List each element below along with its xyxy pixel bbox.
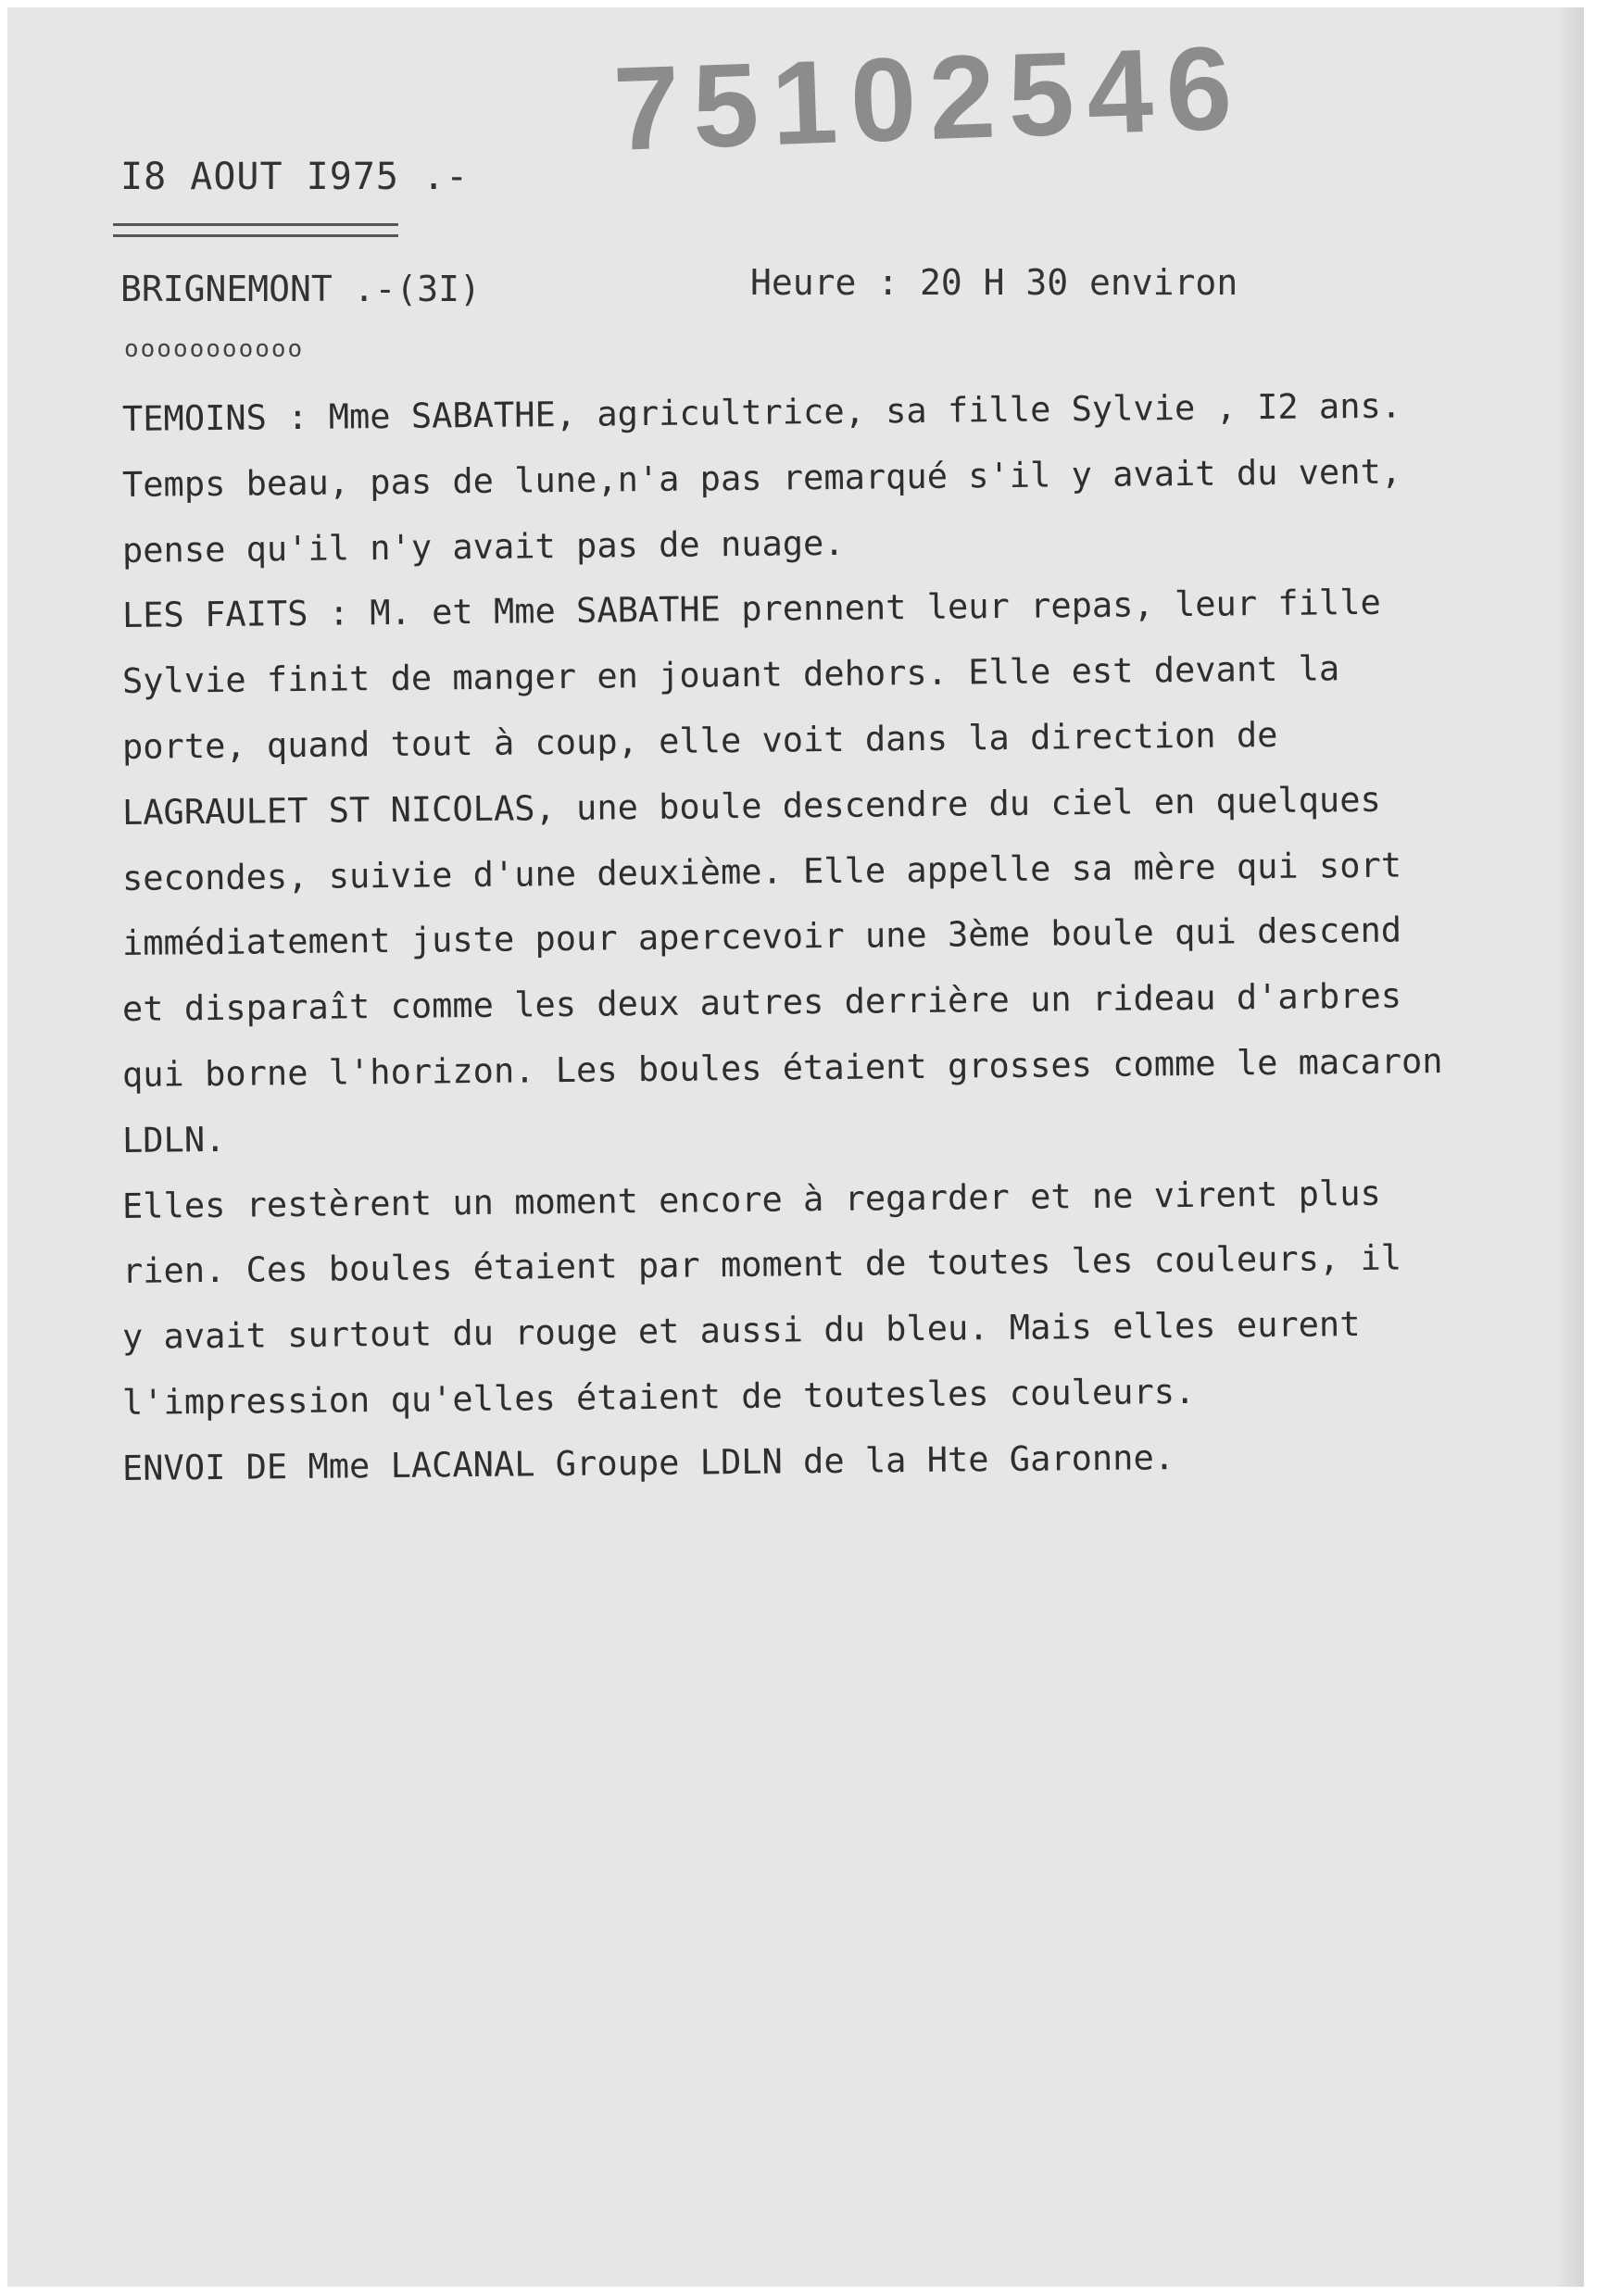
- body-line: rien. Ces boules étaient par moment de toutes les couleurs, il: [121, 1237, 1402, 1292]
- body-line: LDLN.: [121, 1119, 226, 1161]
- body-line: immédiatement juste pour apercevoir une 3ème boule qui descend: [121, 910, 1402, 964]
- report-date: I8 AOUT I975 .-: [120, 156, 470, 198]
- body-line: et disparaît comme les deux autres derrière un rideau d'arbres: [121, 975, 1402, 1030]
- body-line: Elles restèrent un moment encore à regarder et ne virent plus: [121, 1173, 1381, 1226]
- body-line: qui borne l'horizon. Les boules étaient grosses comme le macaron: [121, 1041, 1443, 1095]
- body-line: secondes, suivie d'une deuxième. Elle appelle sa mère qui sort: [121, 845, 1402, 898]
- body-line: LES FAITS : M. et Mme SABATHE prennent leur repas, leur fille: [121, 583, 1381, 636]
- body-line: l'impression qu'elles étaient de toutesles couleurs.: [121, 1371, 1196, 1423]
- body-line: porte, quand tout à coup, elle voit dans la direction de: [121, 714, 1278, 767]
- body-line: TEMOINS : Mme SABATHE, agricultrice, sa fille Sylvie , I2 ans.: [121, 385, 1402, 439]
- body-line: y avait surtout du rouge et aussi du bleu. Mais elles eurent: [121, 1304, 1361, 1358]
- body-line: ENVOI DE Mme LACANAL Groupe LDLN de la Hte Garonne.: [121, 1437, 1175, 1488]
- date-underline: [113, 223, 398, 237]
- report-body: [122, 387, 1567, 1502]
- body-line: Temps beau, pas de lune,n'a pas remarqué s'il y avait du vent,: [121, 451, 1402, 505]
- section-separator: ooooooooooo: [124, 335, 305, 363]
- body-line: Sylvie finit de manger en jouant dehors. Elle est devant la: [121, 648, 1340, 702]
- body-line: pense qu'il n'y avait pas de nuage.: [121, 522, 845, 571]
- report-time: Heure : 20 H 30 environ: [750, 262, 1238, 303]
- body-line: LAGRAULET ST NICOLAS, une boule descendre du ciel en quelques: [121, 779, 1381, 833]
- archive-number-stamp: 75102546: [611, 21, 1248, 176]
- report-location: BRIGNEMONT .-(3I): [120, 269, 481, 309]
